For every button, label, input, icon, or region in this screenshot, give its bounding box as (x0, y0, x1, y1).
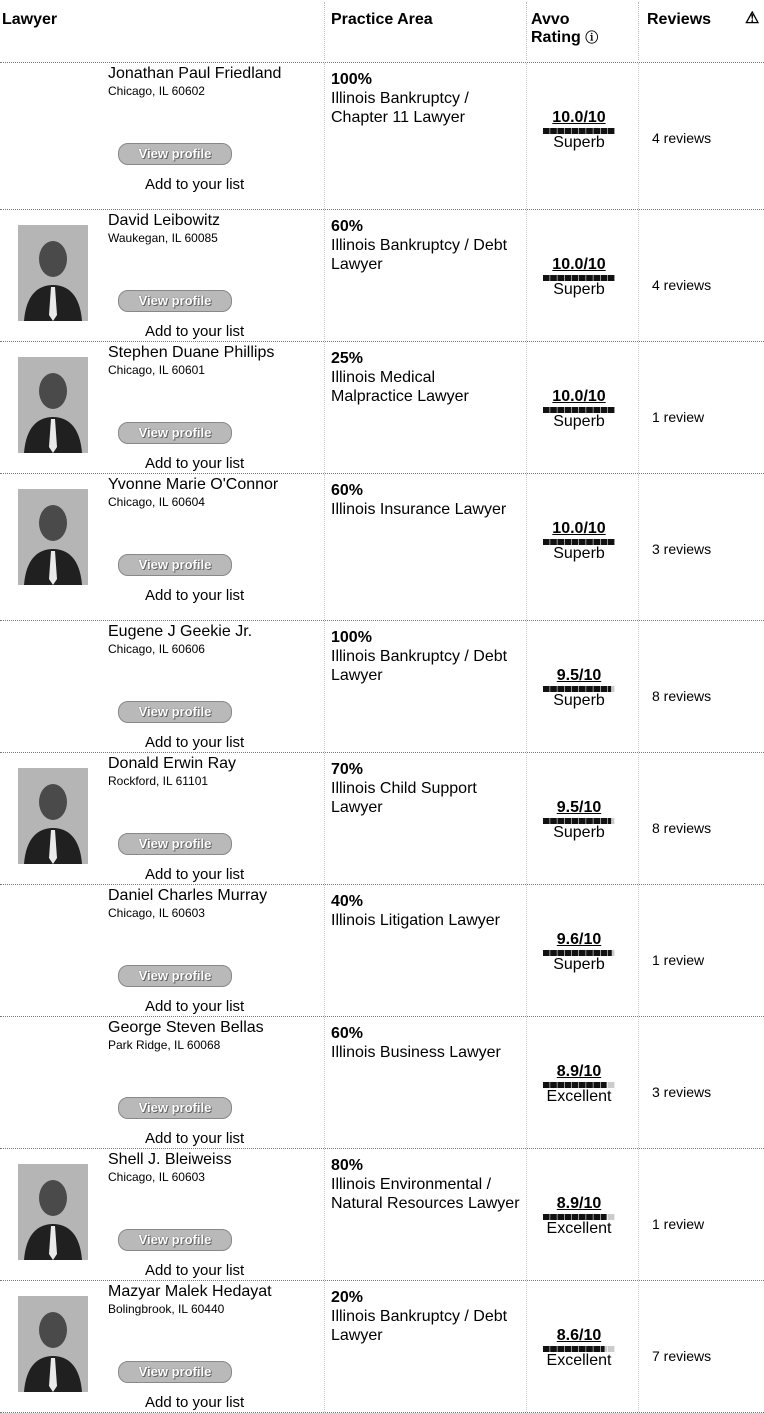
column-divider (526, 210, 527, 341)
rating-bar-fill (543, 275, 550, 281)
rating-bar-fill (543, 818, 550, 824)
column-divider (324, 474, 325, 620)
practice-area-name: Illinois Bankruptcy / Debt Lawyer (331, 237, 508, 273)
practice-area-name: Illinois Bankruptcy / Chapter 11 Lawyer (331, 90, 469, 126)
lawyer-name[interactable] (108, 476, 318, 510)
lawyer-name[interactable] (108, 1283, 318, 1317)
lawyer-name-text[interactable]: David Leibowitz (108, 212, 221, 229)
lawyer-photo[interactable] (18, 489, 88, 585)
lawyer-row (0, 63, 764, 210)
rating-label: Superb (553, 956, 605, 973)
lawyer-row (0, 753, 764, 885)
header-divider (638, 2, 639, 60)
column-divider (638, 753, 639, 884)
view-profile-button[interactable]: View profile (118, 290, 232, 312)
lawyer-row (0, 210, 764, 342)
rating-bar-fill (608, 950, 612, 956)
reviews-link[interactable]: 4 reviews (652, 277, 712, 293)
rating-bar-fill (543, 686, 550, 692)
practice-percent: 80% (331, 1157, 364, 1174)
lawyer-photo[interactable] (18, 1296, 88, 1392)
column-divider (638, 1149, 639, 1280)
rating-bar-fill (543, 407, 550, 413)
lawyer-list (0, 63, 764, 1413)
lawyer-name[interactable] (108, 755, 318, 789)
lawyer-city: Waukegan, IL 60085 (108, 231, 218, 245)
view-profile-button[interactable]: View profile (118, 1361, 232, 1383)
lawyer-city: Chicago, IL 60603 (108, 1170, 205, 1184)
rating-label: Superb (553, 281, 605, 298)
rating-score[interactable]: 9.6/10 (556, 931, 602, 948)
reviews-link[interactable]: 4 reviews (652, 130, 712, 146)
lawyer-name-text[interactable]: Donald Erwin Ray (108, 755, 237, 772)
lawyer-photo[interactable] (18, 768, 88, 864)
add-to-list-link[interactable]: Add to your list (145, 587, 245, 604)
column-divider (526, 885, 527, 1016)
column-divider (638, 621, 639, 752)
header-rating-line1: Avvo (531, 11, 570, 28)
rating-score[interactable]: 10.0/10 (552, 520, 606, 537)
lawyer-photo[interactable] (18, 225, 88, 321)
column-divider (324, 885, 325, 1016)
practice-area-name: Illinois Child Support Lawyer (331, 780, 477, 816)
photo-head (39, 505, 67, 541)
rating-bar-fill (608, 539, 615, 545)
info-icon[interactable]: ⓘ (585, 30, 599, 45)
lawyer-city: Park Ridge, IL 60068 (108, 1038, 221, 1052)
photo-head (39, 1180, 67, 1216)
header-avvo-rating[interactable] (531, 11, 598, 47)
practice-area-name: Illinois Insurance Lawyer (331, 501, 507, 518)
table-header (0, 0, 764, 63)
practice-area (331, 892, 521, 930)
header-reviews[interactable]: Reviews (647, 11, 712, 28)
photo-head (39, 1312, 67, 1348)
practice-percent: 40% (331, 893, 364, 910)
rating-bar-fill (608, 128, 615, 134)
rating-score[interactable]: 9.5/10 (556, 799, 602, 816)
photo-head (39, 373, 67, 409)
view-profile-button[interactable]: View profile (118, 701, 232, 723)
column-divider (324, 1281, 325, 1412)
rating-bar-fill (608, 275, 615, 281)
lawyer-name[interactable] (108, 887, 318, 921)
practice-area-name: Illinois Litigation Lawyer (331, 912, 500, 929)
view-profile-button[interactable]: View profile (118, 965, 232, 987)
rating-label: Superb (553, 413, 605, 430)
avvo-rating (536, 109, 622, 152)
rating-label: Superb (553, 692, 605, 709)
rating-label: Excellent (546, 1352, 612, 1369)
lawyer-name-text[interactable]: Mazyar Malek Hedayat (108, 1283, 272, 1300)
lawyer-city: Chicago, IL 60602 (108, 84, 205, 98)
column-divider (324, 753, 325, 884)
reviews-link[interactable]: 7 reviews (652, 1348, 712, 1364)
column-divider (324, 1017, 325, 1148)
view-profile-button[interactable]: View profile (118, 554, 232, 576)
column-divider (638, 63, 639, 209)
lawyer-city: Chicago, IL 60603 (108, 906, 205, 920)
rating-bar-fill (608, 818, 611, 824)
person-silhouette-icon (18, 357, 88, 453)
lawyer-name[interactable] (108, 1019, 318, 1053)
rating-bar-fill (543, 128, 550, 134)
reviews-link[interactable]: 3 reviews (652, 1084, 712, 1100)
person-silhouette-icon (18, 768, 88, 864)
column-divider (324, 1149, 325, 1280)
rating-label: Superb (553, 824, 605, 841)
lawyer-row (0, 1281, 764, 1413)
practice-percent: 25% (331, 350, 364, 367)
practice-area (331, 70, 521, 127)
rating-score[interactable]: 8.9/10 (556, 1195, 602, 1212)
lawyer-city: Bolingbrook, IL 60440 (108, 1302, 225, 1316)
lawyer-row (0, 1149, 764, 1281)
column-divider (638, 1281, 639, 1412)
header-divider (324, 2, 325, 60)
avvo-rating (536, 520, 622, 563)
rating-label: Superb (553, 134, 605, 151)
lawyer-photo[interactable] (18, 357, 88, 453)
header-divider (526, 2, 527, 60)
practice-percent: 70% (331, 761, 364, 778)
column-divider (526, 1149, 527, 1280)
practice-area (331, 628, 521, 685)
photo-head (39, 784, 67, 820)
rating-label: Superb (553, 545, 605, 562)
practice-area (331, 217, 521, 274)
lawyer-name[interactable] (108, 65, 318, 99)
add-to-list-link[interactable]: Add to your list (145, 176, 245, 193)
avvo-rating (536, 1327, 622, 1370)
person-silhouette-icon (18, 1164, 88, 1260)
avvo-rating (536, 667, 622, 710)
column-divider (324, 621, 325, 752)
view-profile-button[interactable]: View profile (118, 422, 232, 444)
add-to-list-link[interactable]: Add to your list (145, 323, 245, 340)
avvo-rating (536, 1195, 622, 1238)
lawyer-city: Chicago, IL 60604 (108, 495, 205, 509)
reviews-link[interactable]: 1 review (652, 952, 705, 968)
header-rating-line2: Rating (531, 29, 581, 46)
rating-score[interactable]: 10.0/10 (552, 388, 606, 405)
rating-label: Excellent (546, 1088, 612, 1105)
person-silhouette-icon (18, 1296, 88, 1392)
lawyer-name-text[interactable]: Shell J. Bleiweiss (108, 1151, 232, 1168)
lawyer-name[interactable] (108, 623, 318, 657)
avvo-rating (536, 931, 622, 974)
lawyer-name-text[interactable]: George Steven Bellas (108, 1019, 264, 1036)
column-divider (526, 753, 527, 884)
column-divider (526, 1017, 527, 1148)
column-divider (638, 1017, 639, 1148)
lawyer-row (0, 885, 764, 1017)
add-to-list-link[interactable]: Add to your list (145, 1394, 245, 1411)
column-divider (638, 885, 639, 1016)
column-divider (324, 342, 325, 473)
lawyer-name-text[interactable]: Daniel Charles Murray (108, 887, 268, 904)
rating-bar-fill (608, 686, 611, 692)
column-divider (526, 1281, 527, 1412)
practice-percent: 20% (331, 1289, 364, 1306)
rating-score[interactable]: 8.6/10 (556, 1327, 602, 1344)
add-to-list-link[interactable]: Add to your list (145, 1130, 245, 1147)
add-to-list-link[interactable]: Add to your list (145, 455, 245, 472)
practice-area-name: Illinois Bankruptcy / Debt Lawyer (331, 648, 508, 684)
rating-bar-fill (543, 539, 550, 545)
practice-area (331, 1288, 521, 1345)
column-divider (324, 63, 325, 209)
lawyer-name-text[interactable]: Eugene J Geekie Jr. (108, 623, 253, 640)
lawyer-row (0, 1017, 764, 1149)
practice-area-name: Illinois Medical Malpractice Lawyer (331, 369, 469, 405)
practice-percent: 60% (331, 482, 364, 499)
header-practice-area[interactable]: Practice Area (331, 11, 433, 28)
practice-area (331, 760, 521, 817)
practice-area (331, 1156, 521, 1213)
lawyer-name-text[interactable]: Stephen Duane Phillips (108, 344, 275, 361)
rating-score[interactable]: 10.0/10 (552, 109, 606, 126)
add-to-list-link[interactable]: Add to your list (145, 866, 245, 883)
practice-area-name: Illinois Bankruptcy / Debt Lawyer (331, 1308, 508, 1344)
avvo-rating (536, 799, 622, 842)
reviews-link[interactable]: 1 review (652, 1216, 705, 1232)
add-to-list-link[interactable]: Add to your list (145, 998, 245, 1015)
person-silhouette-icon (18, 225, 88, 321)
lawyer-city: Chicago, IL 60606 (108, 642, 205, 656)
rating-score[interactable]: 8.9/10 (556, 1063, 602, 1080)
practice-area (331, 481, 521, 519)
practice-area-name: Illinois Business Lawyer (331, 1044, 501, 1061)
practice-area (331, 349, 521, 406)
practice-percent: 100% (331, 629, 372, 646)
reviews-link[interactable]: 3 reviews (652, 541, 712, 557)
column-divider (638, 342, 639, 473)
practice-area-name: Illinois Environmental / Natural Resources Lawyer (331, 1176, 520, 1212)
avvo-rating (536, 256, 622, 299)
view-profile-button[interactable]: View profile (118, 1229, 232, 1251)
reviews-link[interactable]: 8 reviews (652, 820, 712, 836)
photo-head (39, 241, 67, 277)
practice-percent: 100% (331, 71, 372, 88)
lawyer-name-text[interactable]: Yvonne Marie O'Connor (108, 476, 279, 493)
view-profile-button[interactable]: View profile (118, 1097, 232, 1119)
rating-score[interactable]: 10.0/10 (552, 256, 606, 273)
column-divider (526, 474, 527, 620)
rating-bar-fill (608, 407, 615, 413)
rating-bar-fill (543, 950, 550, 956)
lawyer-city: Rockford, IL 61101 (108, 774, 209, 788)
header-lawyer[interactable]: Lawyer (2, 11, 58, 28)
practice-percent: 60% (331, 1025, 364, 1042)
lawyer-name-text[interactable]: Jonathan Paul Friedland (108, 65, 282, 82)
lawyer-city: Chicago, IL 60601 (108, 363, 205, 377)
reviews-link[interactable]: 8 reviews (652, 688, 712, 704)
lawyer-photo[interactable] (18, 1164, 88, 1260)
alert-icon: ⚠ (745, 10, 760, 27)
lawyer-name[interactable] (108, 212, 318, 246)
rating-label: Excellent (546, 1220, 612, 1237)
lawyer-row (0, 474, 764, 621)
column-divider (638, 474, 639, 620)
view-profile-button[interactable]: View profile (118, 143, 232, 165)
column-divider (526, 63, 527, 209)
view-profile-button[interactable]: View profile (118, 833, 232, 855)
lawyer-name[interactable] (108, 344, 318, 378)
add-to-list-link[interactable]: Add to your list (145, 734, 245, 751)
avvo-rating (536, 388, 622, 431)
rating-score[interactable]: 9.5/10 (556, 667, 602, 684)
column-divider (526, 342, 527, 473)
column-divider (638, 210, 639, 341)
practice-area (331, 1024, 521, 1062)
practice-percent: 60% (331, 218, 364, 235)
lawyer-name[interactable] (108, 1151, 318, 1185)
lawyer-row (0, 621, 764, 753)
add-to-list-link[interactable]: Add to your list (145, 1262, 245, 1279)
avvo-rating (536, 1063, 622, 1106)
reviews-link[interactable]: 1 review (652, 409, 705, 425)
lawyer-row (0, 342, 764, 474)
column-divider (526, 621, 527, 752)
person-silhouette-icon (18, 489, 88, 585)
column-divider (324, 210, 325, 341)
